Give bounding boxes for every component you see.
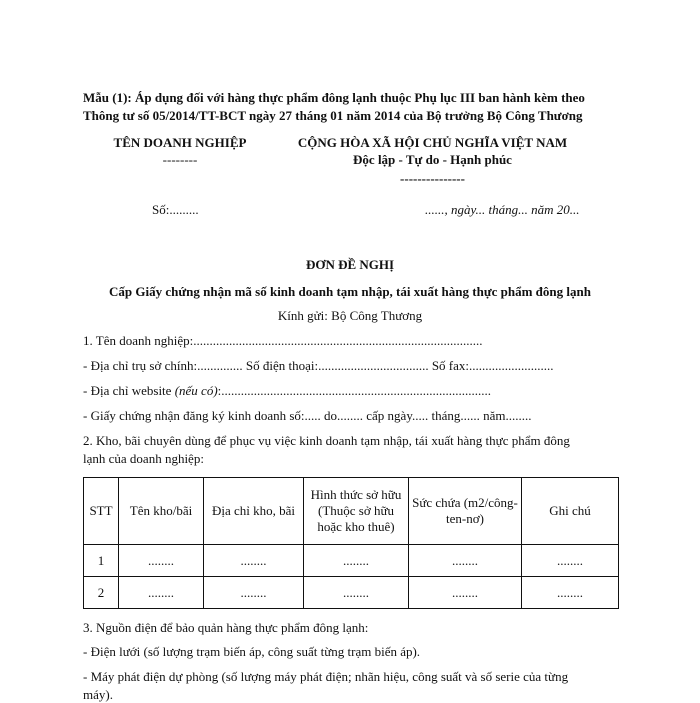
table-header-row — [84, 478, 619, 545]
field-website-label: - Địa chỉ website — [83, 383, 175, 398]
table-cell: 1 — [84, 545, 119, 577]
form-subtitle: Cấp Giấy chứng nhận mã số kinh doanh tạm nhập, tái xuất hàng thực phẩm đông lạnh — [109, 284, 591, 299]
field-website-dots: :................................................................................... — [217, 383, 492, 398]
table-cell: ........ — [409, 577, 522, 609]
motto: Độc lập - Tự do - Hạnh phúc — [353, 152, 512, 167]
power-grid: - Điện lưới (số lượng trạm biến áp, công suất từng trạm biến áp). — [83, 644, 421, 659]
table-cell: ........ — [204, 577, 304, 609]
field-license: - Giấy chứng nhận đăng ký kinh doanh số:..... do........ cấp ngày..... tháng...... năm........ — [83, 408, 532, 423]
power-generator-line2: máy). — [83, 687, 113, 702]
table-header-cell: Tên kho/bãi — [119, 478, 204, 545]
table-cell: ........ — [304, 577, 409, 609]
company-name: TÊN DOANH NGHIỆP — [113, 135, 247, 150]
field-company-name: 1. Tên doanh nghiệp:......................................................................................... — [83, 333, 483, 348]
field-warehouse-line1: 2. Kho, bãi chuyên dùng để phục vụ việc kinh doanh tạm nhập, tái xuất hàng thực phẩm đông — [83, 433, 570, 448]
template-note-line1: Mẫu (1): Áp dụng đối với hàng thực phẩm đông lạnh thuộc Phụ lục III ban hành kèm theo — [83, 90, 585, 105]
table-cell: 2 — [84, 577, 119, 609]
table-header-cell: Ghi chú — [522, 478, 619, 545]
form-title: ĐƠN ĐỀ NGHỊ — [305, 257, 395, 272]
power-title: 3. Nguồn điện để bảo quản hàng thực phẩm đông lạnh: — [83, 620, 369, 635]
table-cell: ........ — [119, 577, 204, 609]
table-row — [84, 577, 619, 609]
motto-rule: --------------- — [400, 171, 465, 186]
template-note-line2: Thông tư số 05/2014/TT-BCT ngày 27 tháng 01 năm 2014 của Bộ trưởng Bộ Công Thương — [83, 108, 583, 123]
table-cell: ........ — [204, 545, 304, 577]
table-cell: ........ — [522, 545, 619, 577]
table-header-cell: Địa chỉ kho, bãi — [204, 478, 304, 545]
field-address: - Địa chỉ trụ sở chính:.............. Số điện thoại:.................................. Số fax:.......................... — [83, 358, 554, 373]
document-number: Số:......... — [152, 202, 199, 217]
table-cell: ........ — [304, 545, 409, 577]
country-name: CỘNG HÒA XÃ HỘI CHỦ NGHĨA VIỆT NAM — [297, 135, 568, 150]
field-website — [83, 383, 491, 399]
company-rule: -------- — [162, 152, 198, 167]
table-cell: ........ — [409, 545, 522, 577]
recipient: Kính gửi: Bộ Công Thương — [277, 308, 423, 323]
warehouse-table — [83, 477, 619, 609]
document-date: ......, ngày... tháng... năm 20... — [425, 202, 580, 217]
table-cell: ........ — [522, 577, 619, 609]
field-warehouse-line2: lạnh của doanh nghiệp: — [83, 451, 204, 466]
field-website-note: (nếu có) — [174, 383, 218, 398]
power-generator-line1: - Máy phát điện dự phòng (số lượng máy phát điện; nhãn hiệu, công suất và số serie của từng — [83, 669, 569, 684]
table-header-cell: Sức chứa (m2/công-ten-nơ) — [409, 478, 522, 545]
table-header-cell: Hình thức sở hữu (Thuộc sở hữu hoặc kho thuê) — [304, 478, 409, 545]
table-header-cell: STT — [84, 478, 119, 545]
table-cell: ........ — [119, 545, 204, 577]
table-row — [84, 545, 619, 577]
